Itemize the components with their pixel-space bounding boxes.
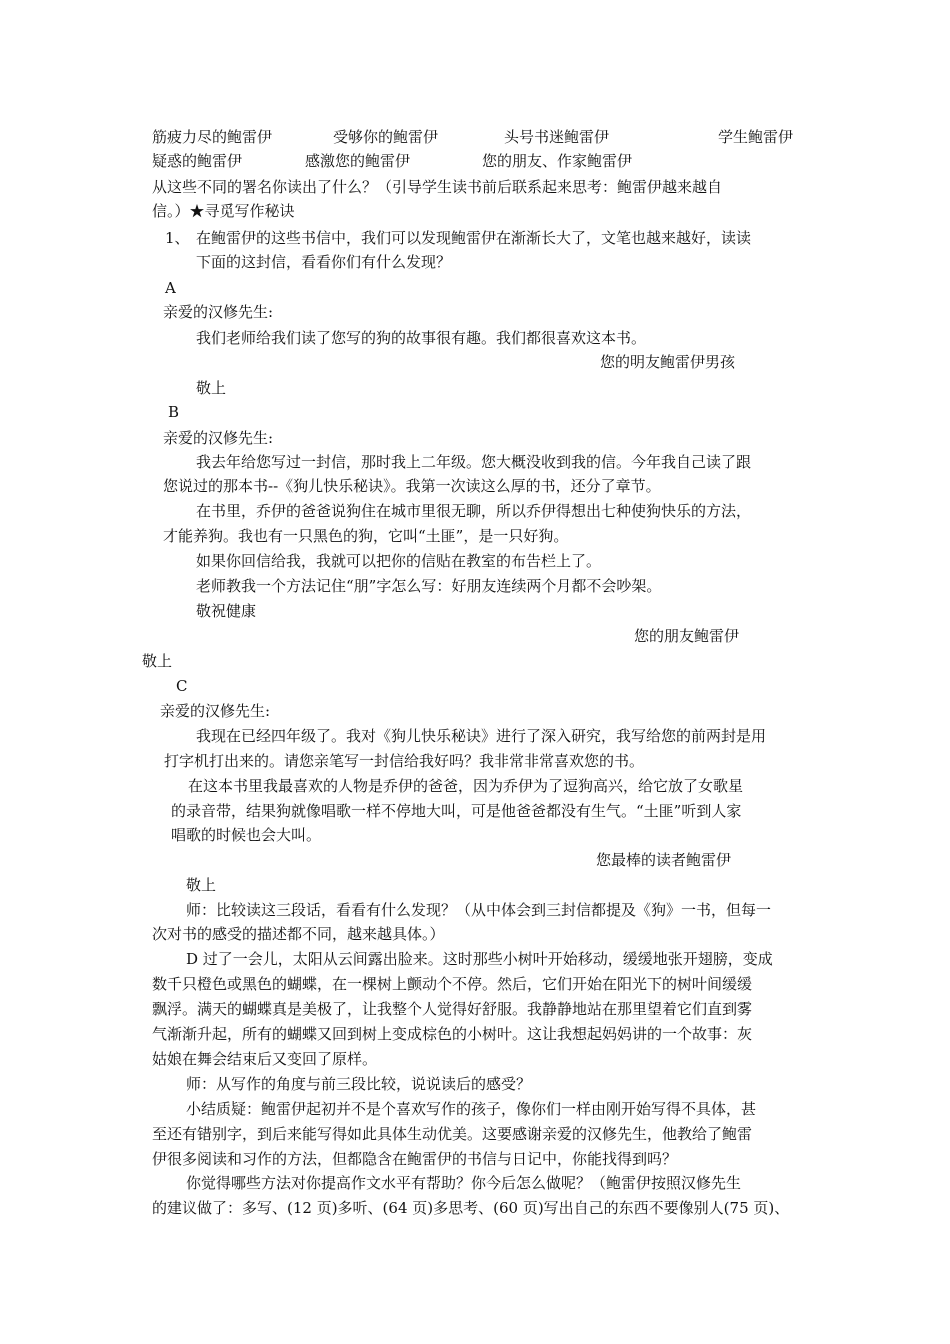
letter-c-paragraph: 我现在已经四年级了。我对《狗儿快乐秘诀》进行了深入研究，我写给您的前两封是用: [196, 727, 767, 745]
letter-c-paragraph: 唱歌的时候也会大叫。: [171, 826, 322, 844]
letter-b-paragraph: 您说过的那本书--《狗儿快乐秘诀》。我第一次读这么厚的书，还分了章节。: [163, 477, 661, 495]
letter-c-paragraph: 打字机打出来的。请您亲笔写一封信给我好吗？我非常非常喜欢您的书。: [164, 752, 645, 770]
letter-b-signature: 您的朋友鲍雷伊: [634, 627, 740, 645]
item-text: 下面的这封信，看看你们有什么发现？: [196, 253, 452, 271]
question: 的建议做了：多写、(12 页)多听、(64 页)多思考、(60 页)写出自己的东西不要像别人(75 页)、: [152, 1199, 790, 1217]
letter-b-label: B: [168, 403, 180, 421]
signature-friend-author: 您的朋友、作家鲍雷伊: [482, 152, 633, 170]
summary: 伊很多阅读和习作的方法，但都隐含在鲍雷伊的书信与日记中，你能找得到吗？: [152, 1150, 678, 1168]
letter-a-label: A: [165, 279, 176, 297]
letter-b-paragraph: 我去年给您写过一封信，那时我上二年级。您大概没收到我的信。今年我自己读了跟: [196, 453, 752, 471]
passage-d: 姑娘在舞会结束后又变回了原样。: [152, 1050, 378, 1068]
letter-c-greeting: 亲爱的汉修先生:: [160, 702, 271, 720]
question: 你觉得哪些方法对你提高作文水平有帮助？你今后怎么做呢？（鲍雷伊按照汉修先生: [186, 1174, 742, 1192]
passage-d: 飘浮。满天的蝴蝶真是美极了，让我整个人觉得好舒服。我静静地站在那里望着它们直到雾: [152, 1000, 753, 1018]
letter-a-body: 我们老师给我们读了您写的狗的故事很有趣。我们都很喜欢这本书。: [196, 329, 647, 347]
letter-c-closing: 敬上: [186, 876, 217, 894]
signature-exhausted: 筋疲力尽的鲍雷伊: [152, 128, 273, 146]
passage-d: 气渐渐升起，所有的蝴蝶又回到树上变成棕色的小树叶。这让我想起妈妈讲的一个故事：灰: [152, 1025, 753, 1043]
teacher-comment: 次对书的感受的描述都不同，越来越具体。）: [152, 925, 445, 943]
letter-b-wish: 敬祝健康: [196, 602, 257, 620]
item-number: 1、: [165, 229, 190, 247]
teacher-comment: 师：从写作的角度与前三段比较，说说读后的感受？: [186, 1075, 532, 1093]
passage-d: 数千只橙色或黑色的蝴蝶，在一棵树上颤动个不停。然后，它们开始在阳光下的树叶间缓缓: [152, 975, 753, 993]
signature-top-fan: 头号书迷鲍雷伊: [504, 128, 610, 146]
intro-line: 从这些不同的署名你读出了什么？（引导学生读书前后联系起来思考：鲍雷伊越来越自: [152, 178, 723, 196]
signature-grateful: 感激您的鲍雷伊: [305, 152, 411, 170]
teacher-comment: 师：比较读这三段话，看看有什么发现？（从中体会到三封信都提及《狗》一书，但每一: [186, 901, 772, 919]
letter-a-closing: 敬上: [196, 379, 227, 397]
letter-a-greeting: 亲爱的汉修先生:: [163, 303, 274, 321]
letter-a-signature: 您的明友鲍雷伊男孩: [600, 353, 736, 371]
signature-fed-up: 受够你的鲍雷伊: [333, 128, 439, 146]
intro-line: 信。）★寻觅写作秘诀: [152, 202, 295, 220]
item-text: 在鲍雷伊的这些书信中，我们可以发现鲍雷伊在渐渐长大了，文笔也越来越好，读读: [196, 229, 752, 247]
letter-b-greeting: 亲爱的汉修先生:: [163, 429, 274, 447]
letter-c-signature: 您最棒的读者鲍雷伊: [596, 851, 732, 869]
letter-b-paragraph: 才能养狗。我也有一只黑色的狗，它叫“土匪”，是一只好狗。: [163, 527, 569, 545]
signature-confused: 疑惑的鲍雷伊: [152, 152, 243, 170]
passage-d: D 过了一会儿，太阳从云间露出脸来。这时那些小树叶开始移动，缓缓地张开翅膀，变成: [186, 950, 773, 968]
letter-c-paragraph: 的录音带，结果狗就像唱歌一样不停地大叫，可是他爸爸都没有生气。“土匪”听到人家: [171, 802, 742, 820]
letter-b-paragraph: 老师教我一个方法记住“朋”字怎么写：好朋友连续两个月都不会吵架。: [196, 577, 662, 595]
summary: 小结质疑：鲍雷伊起初并不是个喜欢写作的孩子，像你们一样由刚开始写得不具体，甚: [186, 1100, 757, 1118]
letter-b-closing: 敬上: [142, 652, 173, 670]
signature-student: 学生鲍雷伊: [718, 128, 794, 146]
letter-b-paragraph: 在书里，乔伊的爸爸说狗住在城市里很无聊，所以乔伊得想出七种使狗快乐的方法，: [196, 502, 752, 520]
letter-b-paragraph: 如果你回信给我，我就可以把你的信贴在教室的布告栏上了。: [196, 552, 602, 570]
letter-c-paragraph: 在这本书里我最喜欢的人物是乔伊的爸爸，因为乔伊为了逗狗高兴，给它放了女歌星: [188, 777, 744, 795]
letter-c-label: C: [176, 677, 188, 695]
summary: 至还有错别字，到后来能写得如此具体生动优美。这要感谢亲爱的汉修先生，他教给了鲍雷: [152, 1125, 753, 1143]
